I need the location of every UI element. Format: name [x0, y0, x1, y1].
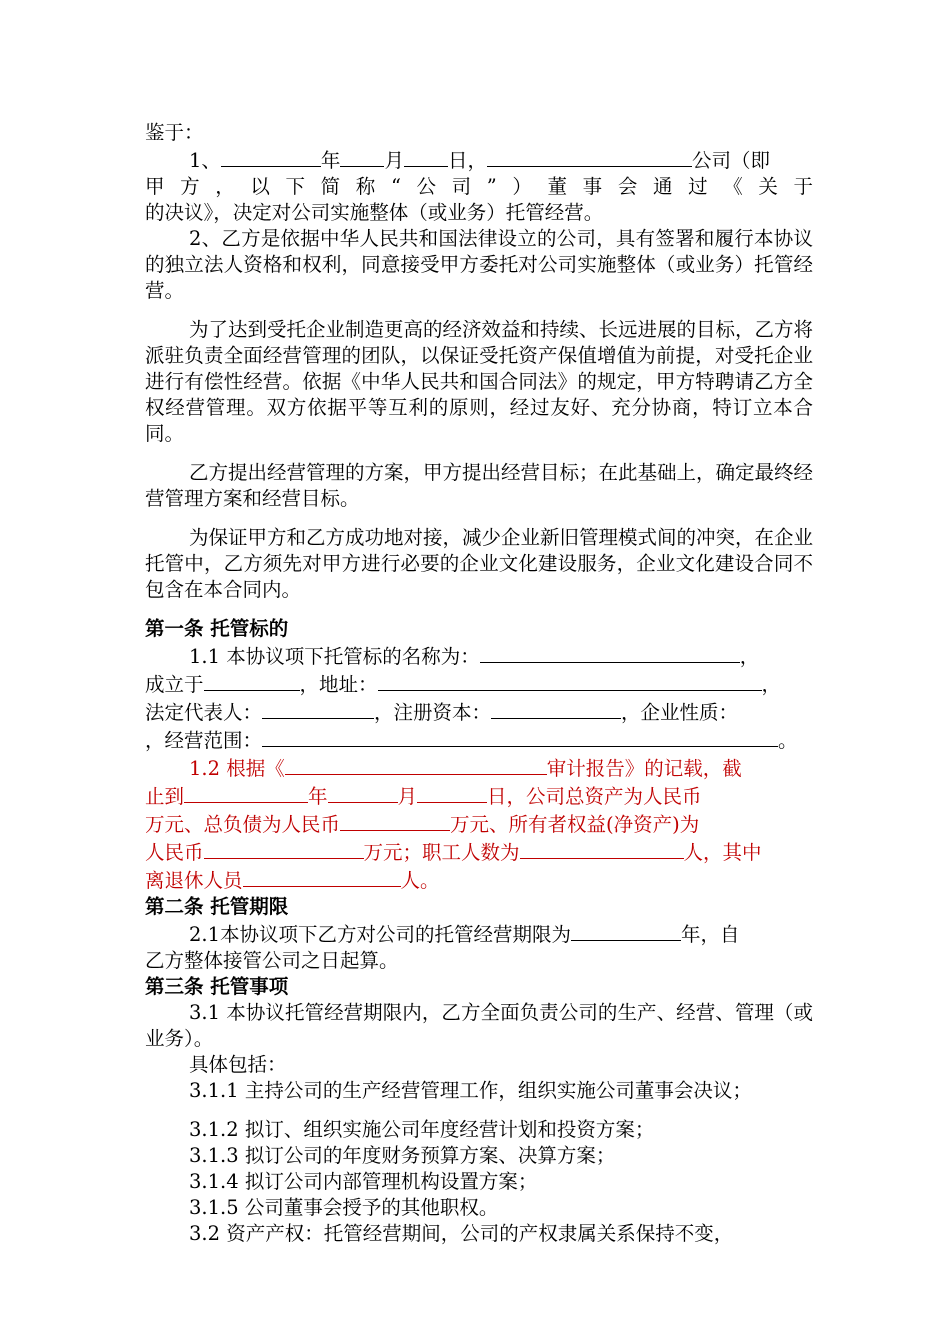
clause-3-1-5: 3.1.5 公司董事会授予的其他职权。 [189, 1196, 499, 1219]
clause-3-2: 3.2 资产产权：托管经营期间，公司的产权隶属关系保持不变， [189, 1222, 734, 1245]
blank-month[interactable] [340, 146, 384, 167]
clause-1-1-line4: ，经营范围： 。 [145, 726, 813, 754]
article-3-title: 第三条 托管事项 [145, 975, 289, 998]
preamble-item-1-line3: 的决议》，决定对公司实施整体（或业务）托管经营。 [145, 201, 604, 224]
blank-established[interactable] [204, 670, 300, 691]
blank-day[interactable] [404, 146, 448, 167]
blank-staff-count[interactable] [520, 838, 684, 859]
blank-audit-report[interactable] [285, 754, 547, 775]
blank-entity-name[interactable] [480, 642, 740, 663]
blank-equity[interactable] [204, 838, 364, 859]
clause-3-1-1: 3.1.1 主持公司的生产经营管理工作，组织实施公司董事会决议； [189, 1079, 752, 1102]
blank-retirees[interactable] [243, 866, 401, 887]
clause-3-1-2: 3.1.2 拟订、组织实施公司年度经营计划和投资方案； [189, 1118, 655, 1141]
contract-page [145, 120, 813, 1247]
blank-term-years[interactable] [571, 920, 681, 941]
preamble-para-3: 为保证甲方和乙方成功地对接，减少企业新旧管理模式间的冲突，在企业托管中，乙方须先对甲方进行必要的企业文化建设服务，企业文化建设合同不包含在本合同内。 [145, 526, 814, 601]
blank-scope[interactable] [262, 726, 778, 747]
preamble-heading: 鉴于： [145, 121, 204, 144]
clause-3-1: 3.1 本协议托管经营期限内，乙方全面负责公司的生产、经营、管理（或业务）。 [145, 1001, 813, 1050]
clause-2-1: 2.1本协议项下乙方对公司的托管经营期限为 年，自 [145, 920, 813, 948]
blank-company[interactable] [487, 146, 692, 167]
preamble-item-1-line2: 甲方，以下简称“公司”）董事会通过《关于 [145, 175, 813, 198]
clause-1-1-line1: 1.1 本协议项下托管标的名称为： ， [145, 642, 813, 670]
blank-liabilities[interactable] [340, 810, 450, 831]
blank-capital[interactable] [491, 698, 621, 719]
clause-1-2: 1.2 根据《 审计报告》的记载，截 止到 年 月 日，公司总资产为人民币 万元、总负债为人民币 万元、所有者权益(净资产)为 人民币 万元；职工人数为 人，其中 离退休人员 人。 [145, 754, 813, 894]
clause-3-1-include: 具体包括： [189, 1053, 287, 1076]
blank-legal-rep[interactable] [262, 698, 374, 719]
clause-1-1-line2: 成立于 ，地址： ， [145, 670, 813, 698]
preamble-para-1: 为了达到受托企业制造更高的经济效益和持续、长远进展的目标，乙方将派驻负责全面经营管理的团队，以保证受托资产保值增值为前提，对受托企业进行有偿性经营。依据《中华人民共和国合同法》的规定，甲方特聘请乙方全权经营管理。双方依据平等互利的原则，经过友好、充分协商，特订立本合同。 [145, 318, 814, 445]
blank-year[interactable] [221, 146, 321, 167]
article-1-title: 第一条 托管标的 [145, 617, 289, 640]
blank-audit-day[interactable] [417, 782, 487, 803]
article-2-title: 第二条 托管期限 [145, 895, 289, 918]
preamble-para-2: 乙方提出经营管理的方案，甲方提出经营目标；在此基础上，确定最终经营管理方案和经营目标。 [145, 461, 814, 510]
clause-1-1-line3: 法定代表人： ，注册资本： ，企业性质： [145, 698, 813, 726]
blank-audit-month[interactable] [328, 782, 398, 803]
clause-2-1-line2: 乙方整体接管公司之日起算。 [145, 949, 399, 972]
blank-address[interactable] [378, 670, 762, 691]
blank-audit-year[interactable] [184, 782, 308, 803]
clause-3-1-3: 3.1.3 拟订公司的年度财务预算方案、决算方案； [189, 1144, 616, 1167]
clause-3-1-4: 3.1.4 拟订公司内部管理机构设置方案； [189, 1170, 538, 1193]
preamble-item-2: 2、乙方是依据中华人民共和国法律设立的公司，具有签署和履行本协议的独立法人资格和权利，同意接受甲方委托对公司实施整体（或业务）托管经营。 [145, 227, 813, 302]
preamble-item-1: 1、 年 月 日， 公司（即 [145, 146, 813, 174]
